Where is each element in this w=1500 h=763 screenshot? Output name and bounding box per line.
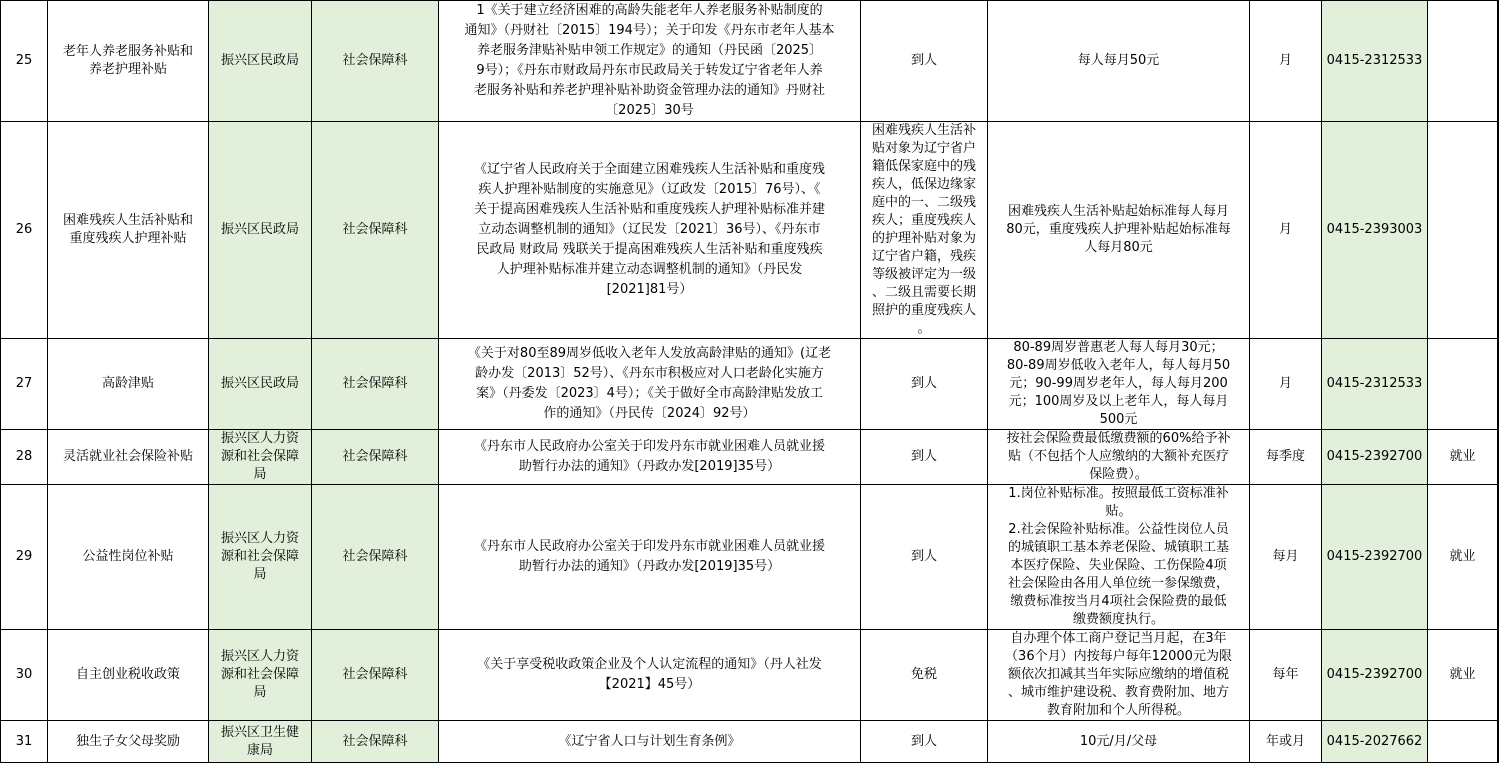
department-cell[interactable] [209, 1, 312, 122]
policy-basis-cell[interactable] [439, 485, 861, 630]
period-cell[interactable]: 每月 [1250, 485, 1322, 630]
standard: 10元/月/父母 [1079, 733, 1158, 749]
recipient-cell[interactable] [861, 721, 988, 763]
phone-cell[interactable]: 0415-2392700 [1322, 630, 1428, 721]
policy-basis: 《丹东市人民政府办公室关于印发丹东市就业困难人员就业援 助暂行办法的通知》（丹政办发[2019]35号） [473, 539, 825, 574]
policy-basis: 《辽宁省人民政府关于全面建立困难残疾人生活补贴和重度残 疾人护理补贴制度的实施意见》（辽政发〔2015〕76号）、《 关于提高困难残疾人生活补贴和重度残疾人护理补贴标准并建 立动态调整机制的通知》（辽民发〔2021〕36号）、《丹东市 民政局 财政局 残联关于提高困难残疾人生活补贴和重度残疾 人护理补贴标准并建立动态调整机制的通知》（丹民发 [2021]81号） [473, 162, 825, 297]
category-cell[interactable] [1428, 122, 1498, 339]
subsidy-name: 灵活就业社会保险补贴 [62, 449, 193, 464]
department: 振兴区人力资 源和社会保障 局 [220, 531, 299, 582]
phone-cell[interactable]: 0415-2312533 [1322, 1, 1428, 122]
policy-basis-cell[interactable] [439, 630, 861, 721]
policy-basis: 《辽宁省人口与计划生育条例》 [558, 733, 741, 749]
subsidy-name: 老年人养老服务补贴和 养老护理补贴 [62, 44, 193, 77]
phone-cell[interactable]: 0415-2392700 [1322, 485, 1428, 630]
table-row [1, 485, 1499, 630]
standard: 困难残疾人生活补贴起始标准每人每月 80元，重度残疾人护理补贴起始标准每 人每月80元 [1006, 204, 1231, 255]
policy-basis: 《丹东市人民政府办公室关于印发丹东市就业困难人员就业援 助暂行办法的通知》（丹政办发[2019]35号） [473, 439, 825, 474]
subsidy-name: 公益性岗位补贴 [82, 549, 174, 564]
subsidy-name-cell[interactable] [48, 339, 209, 430]
policy-basis-cell[interactable] [439, 339, 861, 430]
policy-basis: 《关于对80至89周岁低收入老年人发放高龄津贴的通知》(辽老 龄办发〔2013〕52号）、《丹东市积极应对人口老龄化实施方 案》（丹委发〔2023〕4号）；《关于做好全市高龄津贴发放工 作的通知》（丹民传〔2024〕92号） [467, 346, 832, 421]
trailing-cell [1498, 721, 1499, 763]
category-cell[interactable] [1428, 339, 1498, 430]
category-cell[interactable]: 就业 [1428, 430, 1498, 485]
category-cell[interactable]: 就业 [1428, 485, 1498, 630]
category-cell[interactable] [1428, 721, 1498, 763]
trailing-cell [1498, 122, 1499, 339]
period-cell[interactable]: 月 [1250, 122, 1322, 339]
table-row [1, 339, 1499, 430]
table-row [1, 1, 1499, 122]
office-cell[interactable]: 社会保障科 [312, 721, 439, 763]
recipient-cell[interactable] [861, 339, 988, 430]
standard-cell[interactable] [988, 721, 1250, 763]
recipient: 到人 [910, 549, 937, 564]
policy-basis-cell[interactable] [439, 430, 861, 485]
category-cell[interactable]: 就业 [1428, 630, 1498, 721]
table-row [1, 430, 1499, 485]
row-number-cell[interactable]: 29 [1, 485, 48, 630]
recipient: 到人 [910, 376, 937, 391]
standard-cell[interactable] [988, 485, 1250, 630]
department: 振兴区民政局 [220, 376, 299, 391]
table-body [1, 1, 1499, 763]
subsidy-name-cell[interactable] [48, 122, 209, 339]
recipient: 免税 [910, 667, 937, 682]
policy-basis: 1《关于建立经济困难的高龄失能老年人养老服务补贴制度的 通知》（丹财社〔2015〕194号）；关于印发《丹东市老年人基本 养老服务津贴补贴申领工作规定》的通知（丹民函〔2025〕 9号）；《丹东市财政局丹东市民政局关于转发辽宁省老年人养 老服务补贴和养老护理补贴补助资金管理办法的通知》丹财社 〔2025〕30号 [464, 3, 835, 118]
standard: 每人每月50元 [1077, 53, 1160, 68]
row-number-cell[interactable]: 25 [1, 1, 48, 122]
office-cell[interactable]: 社会保障科 [312, 1, 439, 122]
office-cell[interactable]: 社会保障科 [312, 485, 439, 630]
trailing-cell [1498, 339, 1499, 430]
recipient-cell[interactable] [861, 485, 988, 630]
period-cell[interactable]: 每季度 [1250, 430, 1322, 485]
row-number-cell[interactable]: 26 [1, 122, 48, 339]
phone-cell[interactable]: 0415-2027662 [1322, 721, 1428, 763]
recipient: 到人 [910, 449, 937, 464]
department: 振兴区人力资 源和社会保障 局 [220, 431, 299, 482]
recipient-cell[interactable] [861, 122, 988, 339]
department: 振兴区人力资 源和社会保障 局 [220, 649, 299, 700]
subsidy-name: 自主创业税收政策 [75, 667, 180, 682]
department-cell[interactable] [209, 122, 312, 339]
recipient-cell[interactable] [861, 1, 988, 122]
standard: 80-89周岁普惠老人每人每月30元； 80-89周岁低收入老年人，每人每月50 元；90-99周岁老年人，每人每月200 元；100周岁及以上老年人，每人每月 500元 [1006, 340, 1231, 427]
department-cell[interactable] [209, 339, 312, 430]
recipient: 到人 [910, 53, 937, 68]
department: 振兴区民政局 [220, 222, 299, 237]
recipient-cell[interactable] [861, 430, 988, 485]
phone-cell[interactable]: 0415-2312533 [1322, 339, 1428, 430]
recipient: 到人 [910, 733, 937, 749]
policy-basis: 《关于享受税收政策企业及个人认定流程的通知》（丹人社发 【2021】45号） [477, 657, 822, 692]
table-row [1, 122, 1499, 339]
period-cell[interactable]: 月 [1250, 339, 1322, 430]
table-row [1, 630, 1499, 721]
trailing-cell [1498, 1, 1499, 122]
office-cell[interactable]: 社会保障科 [312, 339, 439, 430]
subsidy-name: 困难残疾人生活补贴和 重度残疾人护理补贴 [62, 213, 193, 246]
subsidy-name-cell[interactable] [48, 630, 209, 721]
standard-cell[interactable] [988, 339, 1250, 430]
office-cell[interactable]: 社会保障科 [312, 122, 439, 339]
row-number-cell[interactable]: 28 [1, 430, 48, 485]
subsidy-name: 独生子女父母奖励 [75, 733, 180, 749]
period-cell[interactable]: 月 [1250, 1, 1322, 122]
standard-cell[interactable] [988, 1, 1250, 122]
office-cell[interactable]: 社会保障科 [312, 430, 439, 485]
department: 振兴区卫生健 康局 [220, 724, 299, 758]
phone-cell[interactable]: 0415-2392700 [1322, 430, 1428, 485]
department-cell[interactable] [209, 430, 312, 485]
department-cell[interactable] [209, 485, 312, 630]
standard: 自办理个体工商户登记当月起，在3年 （36个月）内按每户每年12000元为限 额依次扣减其当年实际应缴纳的增值税 、城市维护建设税、教育费附加、地方 教育附加和个人所得税。 [1005, 631, 1232, 718]
subsidy-name-cell[interactable] [48, 721, 209, 763]
standard: 按社会保险费最低缴费额的60%给予补 贴（不包括个人应缴纳的大额补充医疗 保险费）。 [1006, 431, 1231, 482]
subsidy-name: 高龄津贴 [101, 376, 154, 391]
subsidy-name-cell[interactable] [48, 485, 209, 630]
standard: 1.岗位补贴标准。按照最低工资标准补 贴。 2.社会保险补贴标准。公益性岗位人员 的城镇职工基本养老保险、城镇职工基 本医疗保险、失业保险、工伤保险4项 社会保险由各用人单位统一参保缴费， 缴费标准按当月4项社会保险费的最低 缴费额度执行。 [1007, 486, 1229, 627]
table-row [1, 721, 1499, 763]
policy-basis-cell[interactable] [439, 721, 861, 763]
department: 振兴区民政局 [220, 53, 299, 68]
office-cell[interactable]: 社会保障科 [312, 630, 439, 721]
recipient: 困难残疾人生活补 贴对象为辽宁省户 籍低保家庭中的残 疾人，低保边缘家 庭中的一、二级残 疾人；重度残疾人 的护理补贴对象为 辽宁省户籍，残疾 等级被评定为一级 、二级且需要长期 照护的重度残疾人 。 [871, 123, 976, 336]
trailing-cell [1498, 485, 1499, 630]
period-cell[interactable]: 每年 [1250, 630, 1322, 721]
row-number-cell[interactable]: 27 [1, 339, 48, 430]
policy-basis-cell[interactable] [439, 1, 861, 122]
department-cell[interactable] [209, 630, 312, 721]
trailing-cell [1498, 630, 1499, 721]
trailing-cell [1498, 430, 1499, 485]
row-number-cell[interactable]: 31 [1, 721, 48, 763]
policy-basis-cell[interactable] [439, 122, 861, 339]
phone-cell[interactable]: 0415-2393003 [1322, 122, 1428, 339]
recipient-cell[interactable] [861, 630, 988, 721]
subsidy-name-cell[interactable] [48, 1, 209, 122]
standard-cell[interactable] [988, 630, 1250, 721]
subsidy-name-cell[interactable] [48, 430, 209, 485]
standard-cell[interactable] [988, 122, 1250, 339]
row-number-cell[interactable]: 30 [1, 630, 48, 721]
standard-cell[interactable] [988, 430, 1250, 485]
department-cell[interactable] [209, 721, 312, 763]
category-cell[interactable] [1428, 1, 1498, 122]
period-cell[interactable]: 年或月 [1250, 721, 1322, 763]
